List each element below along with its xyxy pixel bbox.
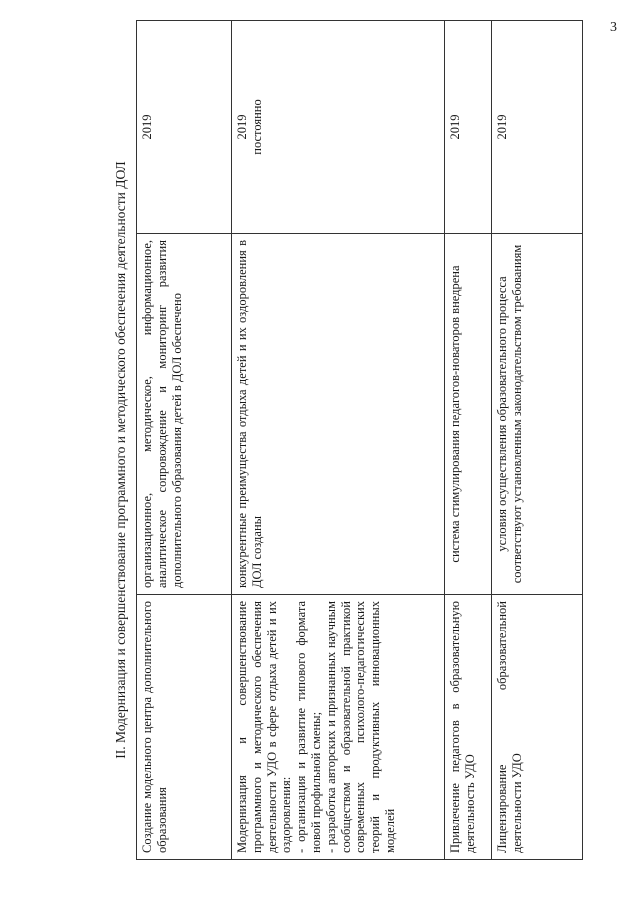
result-cell: условия осуществления образовательного процесса соответствуют установленным законодательством требованиям — [492, 234, 583, 595]
plan-table — [136, 20, 583, 860]
term-year: 2019 — [235, 114, 249, 140]
section-title: II. Модернизация и совершенствование программного и методического обеспечения деятельности ДОЛ — [113, 161, 128, 759]
term-note: постоянно — [249, 99, 264, 155]
term-cell: 2019 — [492, 21, 583, 234]
rotated-page-content — [110, 60, 620, 860]
activity-cell: Создание модельного центра дополнительного образования — [137, 595, 232, 860]
activity-cell — [232, 595, 445, 860]
activity-cell: Привлечение педагогов в образовательную деятельность УДО — [445, 595, 492, 860]
result-cell: конкурентные преимущества отдыха детей и их оздоровления в ДОЛ созданы — [232, 234, 445, 595]
activity-item: - разработка авторских и признанных научным сообществом и образовательной практикой современных психолого-педагогических теорий и продуктивных инновационных моделей — [323, 601, 397, 853]
term-cell — [232, 21, 445, 234]
table-row — [445, 21, 492, 860]
result-cell: система стимулирования педагогов-новаторов внедрена — [445, 234, 492, 595]
result-cell: организационное, методическое, информационное, аналитическое сопровождение и мониторинг развития дополнительного образования детей в ДОЛ обеспечено — [137, 234, 232, 595]
term-cell: 2019 — [445, 21, 492, 234]
table-row — [492, 21, 583, 860]
page-number: 3 — [610, 20, 617, 35]
activity-item: - организация и развитие типового формата новой профильной смены; — [294, 601, 323, 853]
activity-intro: Модернизация и совершенствование программного и методического обеспечения деятельности УДО в сфере отдыха детей и их оздоровления: — [235, 601, 294, 853]
activity-cell: Лицензирование образовательной деятельности УДО — [492, 595, 583, 860]
term-cell: 2019 — [137, 21, 232, 234]
table-row — [137, 21, 232, 860]
table-row — [232, 21, 445, 860]
